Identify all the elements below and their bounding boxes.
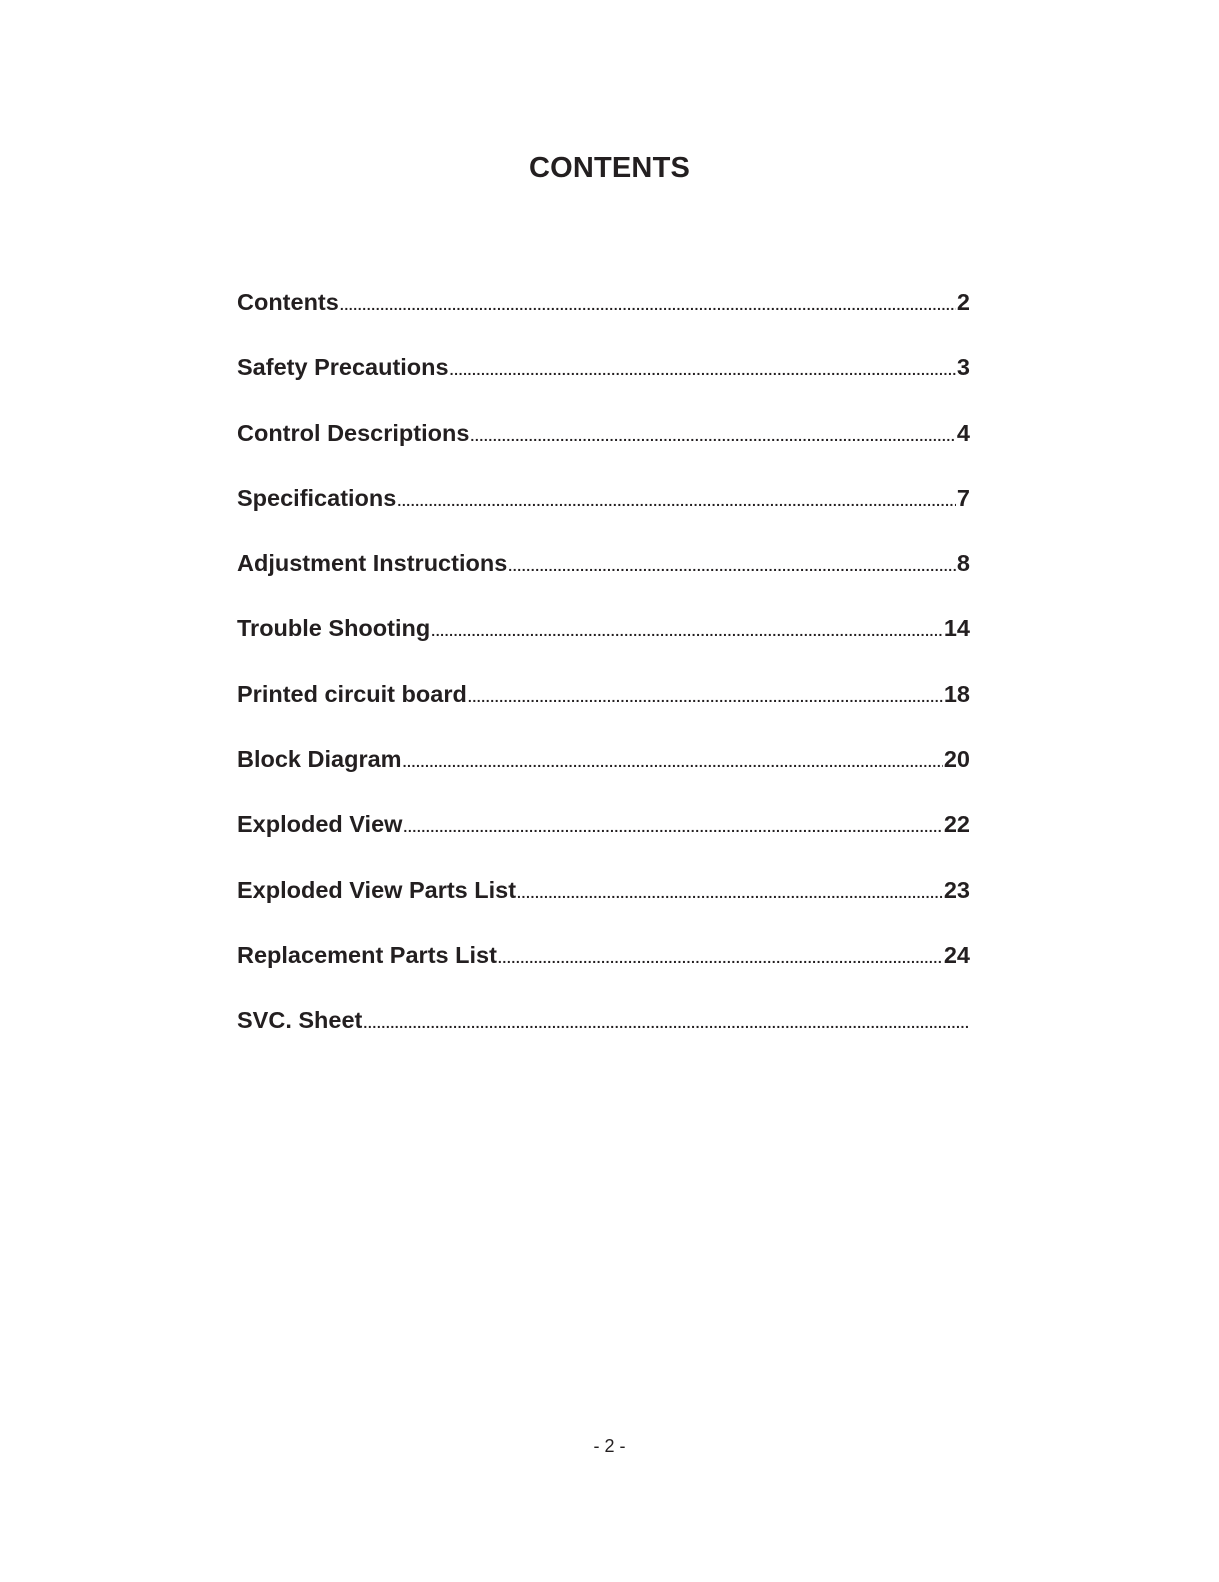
- toc-dot-leader: [468, 677, 943, 717]
- toc-entry-page: 22: [943, 811, 970, 838]
- toc-entry-specifications[interactable]: [237, 478, 970, 543]
- toc-entry-page: 18: [943, 680, 970, 707]
- toc-entry-control-descriptions[interactable]: [237, 413, 970, 478]
- toc-entry-title: Printed circuit board: [237, 680, 467, 707]
- toc-entry-title: Replacement Parts List: [237, 941, 497, 968]
- toc-entry-title: Adjustment Instructions: [237, 550, 508, 577]
- toc-dot-leader: [403, 807, 942, 847]
- toc-entry-block-diagram[interactable]: [237, 739, 970, 804]
- toc-dot-leader: [470, 416, 956, 456]
- toc-entry-exploded-view[interactable]: [237, 804, 970, 869]
- toc-dot-leader: [363, 1003, 969, 1043]
- toc-entry-title: Control Descriptions: [237, 419, 470, 446]
- toc-entry-page: 7: [956, 484, 970, 511]
- toc-entry-page: 14: [943, 615, 970, 642]
- toc-entry-title: Block Diagram: [237, 746, 402, 773]
- toc-entry-title: Exploded View: [237, 811, 403, 838]
- toc-dot-leader: [340, 285, 956, 325]
- toc-dot-leader: [508, 546, 956, 586]
- toc-entry-page: 4: [956, 419, 970, 446]
- toc-entry-safety-precautions[interactable]: [237, 347, 970, 412]
- toc-entry-page: 2: [956, 289, 970, 315]
- table-of-contents: [237, 282, 970, 1066]
- toc-dot-leader: [397, 481, 956, 521]
- toc-entry-title: Contents: [237, 289, 339, 315]
- page-number: - 2 -: [593, 1436, 626, 1456]
- toc-dot-leader: [431, 611, 943, 651]
- toc-entry-title: Exploded View Parts List: [237, 876, 517, 903]
- page-title: CONTENTS: [528, 152, 691, 184]
- toc-entry-trouble-shooting[interactable]: [237, 608, 970, 673]
- toc-entry-title: Safety Precautions: [237, 354, 449, 381]
- toc-dot-leader: [403, 742, 943, 782]
- toc-entry-contents[interactable]: [237, 282, 970, 347]
- toc-entry-title: Specifications: [237, 484, 397, 511]
- toc-entry-exploded-view-parts-list[interactable]: [237, 870, 970, 935]
- toc-entry-replacement-parts-list[interactable]: [237, 935, 970, 1000]
- toc-entry-page: 23: [943, 876, 970, 903]
- toc-entry-page: 3: [956, 354, 970, 381]
- toc-dot-leader: [517, 873, 943, 913]
- toc-entry-printed-circuit-board[interactable]: [237, 674, 970, 739]
- toc-entry-page: 20: [943, 746, 970, 773]
- toc-entry-title: SVC. Sheet: [237, 1007, 363, 1034]
- toc-entry-svc-sheet[interactable]: [237, 1000, 970, 1065]
- toc-entry-page: 8: [956, 550, 970, 577]
- toc-entry-title: Trouble Shooting: [237, 615, 431, 642]
- toc-dot-leader: [450, 350, 956, 390]
- toc-dot-leader: [498, 938, 943, 978]
- toc-entry-page: 24: [943, 941, 970, 968]
- toc-entry-adjustment-instructions[interactable]: [237, 543, 970, 608]
